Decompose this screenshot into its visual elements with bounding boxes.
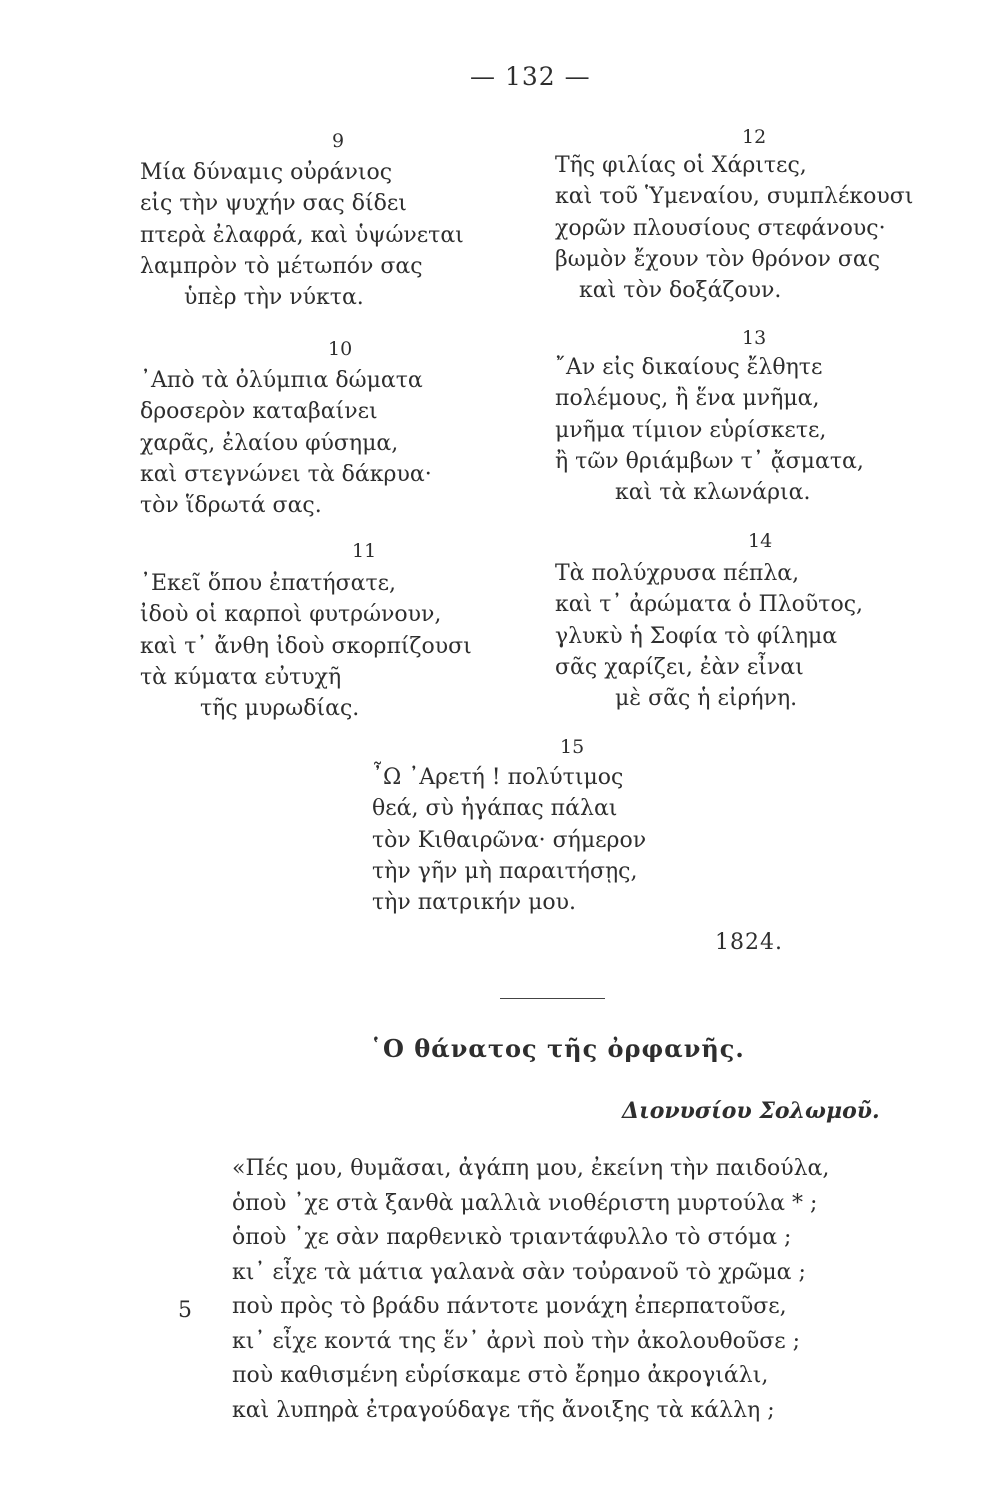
verse-line: βωμὸν ἔχουν τὸν θρόνον σας: [555, 246, 881, 272]
verse-line: ῎Αν εἰς δικαίους ἔλθητε: [555, 355, 823, 380]
stanza-number: 14: [748, 530, 773, 552]
verse-line: πολέμους, ἢ ἕνα μνῆμα,: [555, 386, 820, 412]
page-number: — 132 —: [470, 62, 591, 91]
verse-line: θεά, σὺ ἠγάπας πάλαι: [372, 796, 618, 822]
verse-line: μνῆμα τίμιον εὑρίσκετε,: [555, 417, 827, 443]
verse-line: χορῶν πλουσίους στεφάνους·: [555, 215, 886, 241]
verse-line: καὶ τ᾿ ἀρώματα ὁ Πλοῦτος,: [555, 592, 864, 618]
verse-line: λαμπρὸν τὸ μέτωπόν σας: [140, 253, 423, 279]
verse-line: εἰς τὴν ψυχήν σας δίδει: [140, 191, 407, 217]
verse-line: πτερὰ ἐλαφρά, καὶ ὑψώνεται: [140, 222, 464, 248]
verse-line: τὴν πατρικήν μου.: [372, 890, 576, 916]
verse-line-number: 5: [178, 1298, 192, 1323]
verse-line: ῏Ω ᾿Αρετή ! πολύτιμος: [372, 765, 624, 790]
verse-line: καὶ τοῦ Ὑμεναίου, συμπλέκουσι: [555, 184, 914, 210]
stanza: [555, 352, 864, 508]
stanza: [140, 568, 472, 724]
stanza-number: 9: [332, 130, 345, 152]
verse-line: Τῆς φιλίας οἱ Χάριτες,: [555, 153, 807, 178]
stanza: [555, 558, 863, 714]
stanza: [140, 365, 432, 521]
verse-line: σᾶς χαρίζει, ἐὰν εἶναι: [555, 654, 804, 680]
verse-line: καὶ τὸν δοξάζουν.: [579, 278, 782, 304]
section-divider: [500, 998, 605, 999]
verse-line: ποὺ καθισμένη εὑρίσκαμε στὸ ἔρημο ἀκρογιάλι,: [232, 1363, 769, 1388]
verse-line: καὶ τὰ κλωνάρια.: [615, 480, 811, 506]
verse-line: δροσερὸν καταβαίνει: [140, 399, 378, 425]
stanza-number: 12: [742, 126, 767, 148]
verse-line: ὁποὺ ᾽χε στὰ ξανθὰ μαλλιὰ νιοθέριστη μυρτούλα * ;: [232, 1190, 818, 1216]
stanza-number: 13: [742, 327, 767, 349]
verse-line: τῆς μυρωδίας.: [200, 696, 360, 722]
verse-line: κι᾿ εἶχε κοντά της ἕν᾿ ἀρνὶ ποὺ τὴν ἀκολουθοῦσε ;: [232, 1328, 801, 1354]
verse-line: ἢ τῶν θριάμβων τ᾿ ᾄσματα,: [555, 448, 864, 474]
verse-line: τὸν ἵδρωτά σας.: [140, 493, 322, 519]
stanza-number: 15: [560, 736, 585, 758]
poem-author: Διονυσίου Σολωμοῦ.: [622, 1098, 880, 1124]
verse-line: Μία δύναμις οὐράνιος: [140, 160, 393, 185]
verse-line: ᾿Απὸ τὰ ὀλύμπια δώματα: [140, 368, 423, 393]
verse-line: καὶ στεγνώνει τὰ δάκρυα·: [140, 461, 432, 487]
poem-date: 1824.: [715, 930, 783, 955]
stanza: [555, 150, 913, 306]
verse-line: τὰ κύματα εὐτυχῆ: [140, 664, 342, 690]
verse-line: καὶ τ᾿ ἄνθη ἰδοὺ σκορπίζουσι: [140, 633, 472, 659]
poem-title: ῾Ο θάνατος τῆς ὀρφανῆς.: [370, 1034, 745, 1063]
verse-line: χαρᾶς, ἐλαίου φύσημα,: [140, 430, 399, 456]
verse-line: μὲ σᾶς ἡ εἰρήνη.: [615, 686, 798, 712]
verse-line: «Πές μου, θυμᾶσαι, ἀγάπη μου, ἐκείνη τὴν παιδούλα,: [232, 1156, 830, 1181]
verse-line: ὑπὲρ τὴν νύκτα.: [184, 285, 364, 311]
verse-line: ποὺ πρὸς τὸ βράδυ πάντοτε μονάχη ἐπερπατοῦσε,: [232, 1294, 787, 1319]
stanza-number: 11: [352, 540, 377, 562]
verse-line: τὸν Κιθαιρῶνα· σήμερον: [372, 827, 647, 853]
verse-line: κι᾿ εἶχε τὰ μάτια γαλανὰ σὰν τοὐρανοῦ τὸ χρῶμα ;: [232, 1259, 806, 1285]
verse-line: Τὰ πολύχρυσα πέπλα,: [555, 561, 800, 586]
verse-line: τὴν γῆν μὴ παραιτήσῃς,: [372, 858, 638, 884]
poem-body: [232, 1152, 829, 1428]
verse-line: ᾿Εκεῖ ὅπου ἐπατήσατε,: [140, 571, 397, 596]
verse-line: καὶ λυπηρὰ ἐτραγούδαγε τῆς ἄνοιξης τὰ κάλλη ;: [232, 1397, 775, 1423]
stanza-number: 10: [328, 338, 353, 360]
verse-line: ὁποὺ ᾽χε σὰν παρθενικὸ τριαντάφυλλο τὸ στόμα ;: [232, 1225, 792, 1250]
stanza: [372, 762, 646, 918]
stanza: [140, 157, 464, 313]
verse-line: γλυκὺ ἡ Σοφία τὸ φίλημα: [555, 623, 838, 649]
verse-line: ἰδοὺ οἱ καρποὶ φυτρώνουν,: [140, 602, 442, 628]
